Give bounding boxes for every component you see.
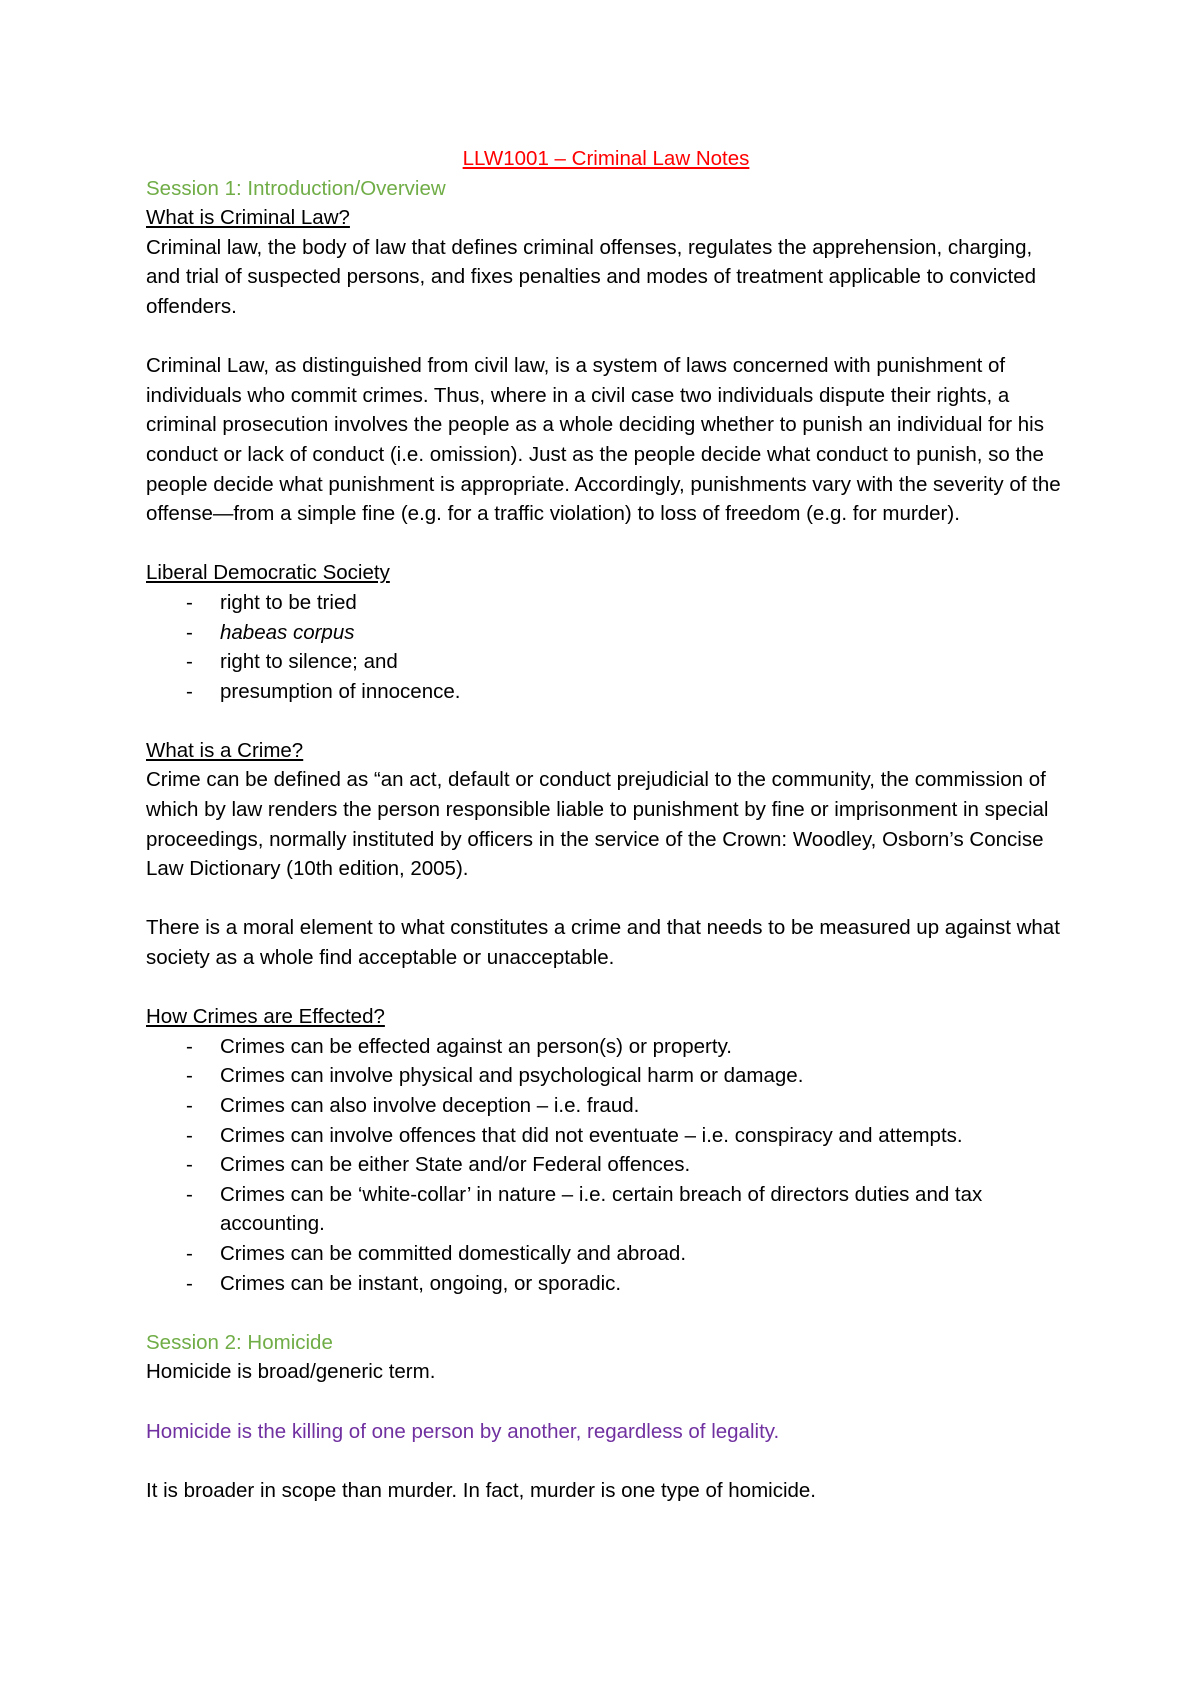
dash-bullet: -	[186, 1123, 193, 1147]
what-is-a-crime-heading: What is a Crime?	[146, 738, 304, 762]
list-item-text: right to be tried	[220, 590, 357, 614]
document-title: LLW1001 – Criminal Law Notes	[462, 147, 750, 170]
crime-definition-paragraph: Crime can be defined as “an act, default or conduct prejudicial to the community, the commission of which by law renders the person responsible liable to punishment by fine or imprisonment in special proceedings, normally instituted by officers in the service of the Crown: Woodley, Osborn’s Concise Law Dictionary (10th edition, 2005).	[146, 768, 1049, 881]
list-item	[146, 1239, 1066, 1269]
spacer	[146, 529, 1066, 559]
moral-element-paragraph: There is a moral element to what constitutes a crime and that needs to be measured up against what society as a whole find acceptable or unacceptable.	[146, 916, 1060, 970]
list-item	[146, 1032, 1066, 1062]
list-item-text: right to silence; and	[220, 650, 398, 674]
spacer	[146, 1446, 1066, 1476]
spacer	[146, 1298, 1066, 1328]
spacer	[146, 884, 1066, 914]
dash-bullet: -	[186, 1064, 193, 1088]
list-item	[146, 1061, 1066, 1091]
list-item-text: Crimes can also involve deception – i.e. fraud.	[220, 1094, 640, 1117]
list-item-text: Crimes can be committed domestically and abroad.	[220, 1241, 687, 1265]
list-item	[146, 1091, 1066, 1121]
list-item-text: Crimes can be either State and/or Federal offences.	[220, 1153, 691, 1177]
dash-bullet: -	[186, 679, 193, 703]
list-item-text: Crimes can involve offences that did not eventuate – i.e. conspiracy and attempts.	[220, 1123, 963, 1147]
list-item	[146, 618, 1066, 648]
list-item	[146, 647, 1066, 677]
list-item-text: Crimes can involve physical and psychological harm or damage.	[220, 1064, 804, 1088]
what-is-criminal-law-heading: What is Criminal Law?	[146, 206, 350, 230]
list-item	[146, 588, 1066, 618]
list-item-text: habeas corpus	[220, 620, 355, 644]
list-item	[146, 1150, 1066, 1180]
how-crimes-are-effected-heading: How Crimes are Effected?	[146, 1005, 385, 1029]
spacer	[146, 706, 1066, 736]
session-2-heading: Session 2: Homicide	[146, 1330, 333, 1354]
liberal-democratic-society-list	[146, 588, 1066, 706]
spacer	[146, 322, 1066, 352]
dash-bullet: -	[186, 1094, 193, 1117]
document-page	[146, 144, 1066, 1505]
dash-bullet: -	[186, 1182, 193, 1206]
homicide-definition: Homicide is the killing of one person by another, regardless of legality.	[146, 1419, 780, 1443]
criminal-vs-civil-paragraph: Criminal Law, as distinguished from civil law, is a system of laws concerned with punishment of individuals who commit crimes. Thus, where in a civil case two individuals dispute their rights, a criminal prosecution involves the people as a whole deciding whether to punish an individual for his conduct or lack of conduct (i.e. omission). Just as the people decide what conduct to punish, so the people decide what punishment is appropriate. Accordingly, punishments vary with the severity of the offense—from a simple fine (e.g. for a traffic violation) to loss of freedom (e.g. for murder).	[146, 354, 1061, 526]
dash-bullet: -	[186, 620, 193, 644]
dash-bullet: -	[186, 650, 193, 674]
list-item	[146, 677, 1066, 707]
list-item-text: Crimes can be instant, ongoing, or sporadic.	[220, 1271, 622, 1295]
dash-bullet: -	[186, 590, 193, 614]
homicide-intro-line: Homicide is broad/generic term.	[146, 1360, 436, 1384]
criminal-law-definition-paragraph: Criminal law, the body of law that defines criminal offenses, regulates the apprehension, charging, and trial of suspected persons, and fixes penalties and modes of treatment applicable to convicted offenders.	[146, 235, 1037, 318]
list-item	[146, 1269, 1066, 1299]
list-item-text: presumption of innocence.	[220, 679, 461, 703]
list-item-text: Crimes can be ‘white-collar’ in nature – i.e. certain breach of directors duties and tax accounting.	[220, 1182, 983, 1236]
dash-bullet: -	[186, 1034, 193, 1058]
list-item-text: Crimes can be effected against an person(s) or property.	[220, 1034, 732, 1058]
how-crimes-are-effected-list	[146, 1032, 1066, 1298]
list-item	[146, 1121, 1066, 1151]
spacer	[146, 973, 1066, 1003]
liberal-democratic-society-heading: Liberal Democratic Society	[146, 561, 390, 585]
dash-bullet: -	[186, 1153, 193, 1177]
homicide-scope-line: It is broader in scope than murder. In fact, murder is one type of homicide.	[146, 1478, 817, 1502]
dash-bullet: -	[186, 1271, 193, 1295]
list-item	[146, 1180, 1066, 1239]
session-1-heading: Session 1: Introduction/Overview	[146, 176, 446, 200]
spacer	[146, 1387, 1066, 1417]
dash-bullet: -	[186, 1241, 193, 1265]
